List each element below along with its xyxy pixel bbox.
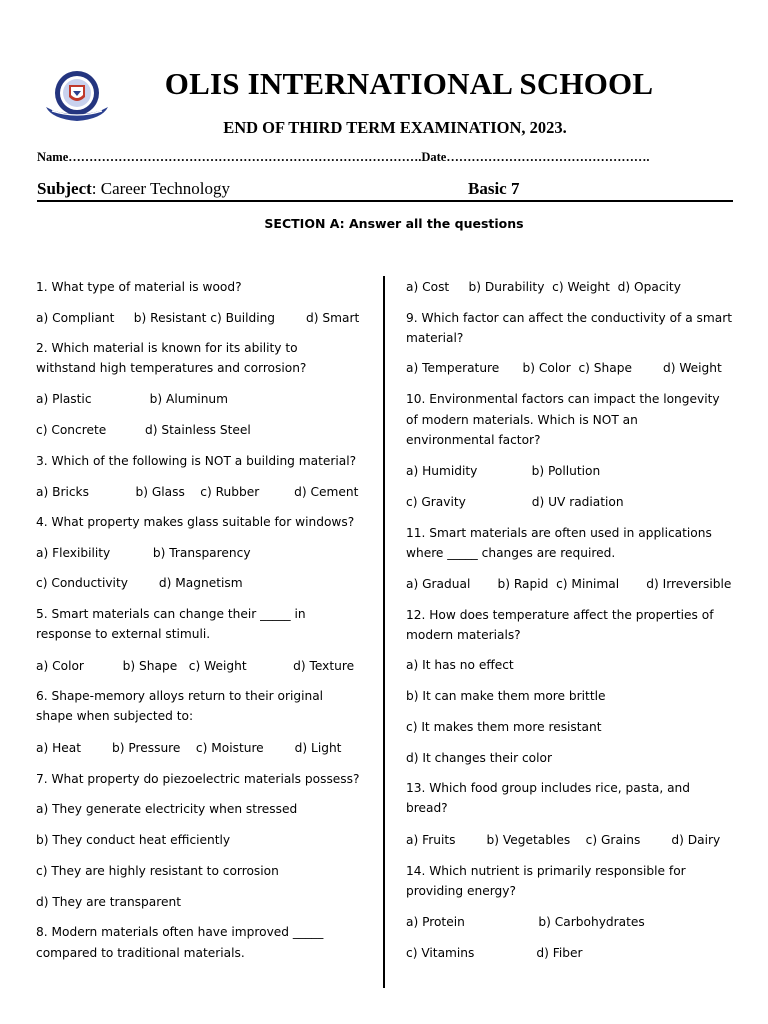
right-question-line: c) It makes them more resistant: [406, 720, 602, 734]
left-question-line: 1. What type of material is wood?: [36, 280, 242, 294]
right-question-line: b) It can make them more brittle: [406, 689, 606, 703]
right-question-line: bread?: [406, 801, 448, 815]
left-question-line: a) Heat b) Pressure c) Moisture d) Light: [36, 741, 342, 755]
left-question-line: a) Color b) Shape c) Weight d) Texture: [36, 659, 355, 673]
left-question-line: 2. Which material is known for its ability to: [36, 341, 298, 355]
exam-title: END OF THIRD TERM EXAMINATION, 2023.: [223, 118, 567, 137]
right-question-line: 11. Smart materials are often used in applications: [406, 526, 712, 540]
subject-line: [37, 179, 733, 199]
right-question-line: d) It changes their color: [406, 751, 552, 765]
left-question-line: c) Conductivity d) Magnetism: [36, 576, 243, 590]
subject-label: Subject: [37, 179, 92, 198]
subject-value: : Career Technology: [91, 179, 231, 198]
left-question-line: c) Concrete d) Stainless Steel: [36, 423, 251, 437]
left-question-line: shape when subjected to:: [36, 709, 194, 723]
left-question-line: c) They are highly resistant to corrosion: [36, 864, 279, 878]
name-date-line: Name………………………………………………………………………….Date………………………………………….: [37, 150, 650, 164]
right-question-line: a) Protein b) Carbohydrates: [406, 915, 645, 929]
left-question-line: a) Flexibility b) Transparency: [36, 546, 251, 560]
right-question-line: 10. Environmental factors can impact the longevity: [406, 392, 720, 406]
right-question-line: a) Humidity b) Pollution: [406, 464, 601, 478]
left-question-line: withstand high temperatures and corrosion?: [36, 361, 307, 375]
left-question-line: 8. Modern materials often have improved _____: [36, 925, 324, 939]
right-question-line: of modern materials. Which is NOT an: [406, 413, 638, 427]
left-question-line: d) They are transparent: [36, 895, 181, 909]
right-question-line: a) Cost b) Durability c) Weight d) Opacity: [406, 280, 681, 294]
right-question-line: 12. How does temperature affect the properties of: [406, 608, 714, 622]
left-question-line: a) Compliant b) Resistant c) Building d) Smart: [36, 311, 360, 325]
left-question-line: 7. What property do piezoelectric materials possess?: [36, 772, 360, 786]
left-question-line: a) Plastic b) Aluminum: [36, 392, 229, 406]
right-question-line: a) Temperature b) Color c) Shape d) Weight: [406, 361, 722, 375]
left-question-line: 5. Smart materials can change their _____ in: [36, 607, 306, 621]
section-title: SECTION A: Answer all the questions: [264, 216, 524, 231]
right-question-line: 13. Which food group includes rice, pasta, and: [406, 781, 691, 795]
left-question-line: response to external stimuli.: [36, 627, 211, 641]
left-question-line: a) They generate electricity when stressed: [36, 802, 298, 816]
right-question-line: where _____ changes are required.: [406, 546, 616, 560]
right-question-line: 14. Which nutrient is primarily responsible for: [406, 864, 686, 878]
left-question-line: compared to traditional materials.: [36, 946, 245, 960]
left-question-line: 3. Which of the following is NOT a building material?: [36, 454, 357, 468]
right-question-line: environmental factor?: [406, 433, 541, 447]
left-question-line: 4. What property makes glass suitable for windows?: [36, 515, 355, 529]
left-question-line: 6. Shape-memory alloys return to their original: [36, 689, 324, 703]
right-question-line: c) Gravity d) UV radiation: [406, 495, 624, 509]
right-question-line: 9. Which factor can affect the conductivity of a smart: [406, 311, 733, 325]
right-question-line: modern materials?: [406, 628, 521, 642]
header-rule: [37, 200, 733, 202]
class-label: Basic 7: [468, 179, 520, 198]
right-question-line: a) Fruits b) Vegetables c) Grains d) Dairy: [406, 833, 721, 847]
right-question-line: a) It has no effect: [406, 658, 514, 672]
right-question-line: a) Gradual b) Rapid c) Minimal d) Irreversible: [406, 577, 732, 591]
left-question-line: b) They conduct heat efficiently: [36, 833, 231, 847]
right-question-line: c) Vitamins d) Fiber: [406, 946, 583, 960]
left-question-line: a) Bricks b) Glass c) Rubber d) Cement: [36, 485, 359, 499]
right-question-line: material?: [406, 331, 464, 345]
column-divider: [383, 276, 385, 988]
right-question-line: providing energy?: [406, 884, 516, 898]
school-name: OLIS INTERNATIONAL SCHOOL: [164, 66, 654, 101]
